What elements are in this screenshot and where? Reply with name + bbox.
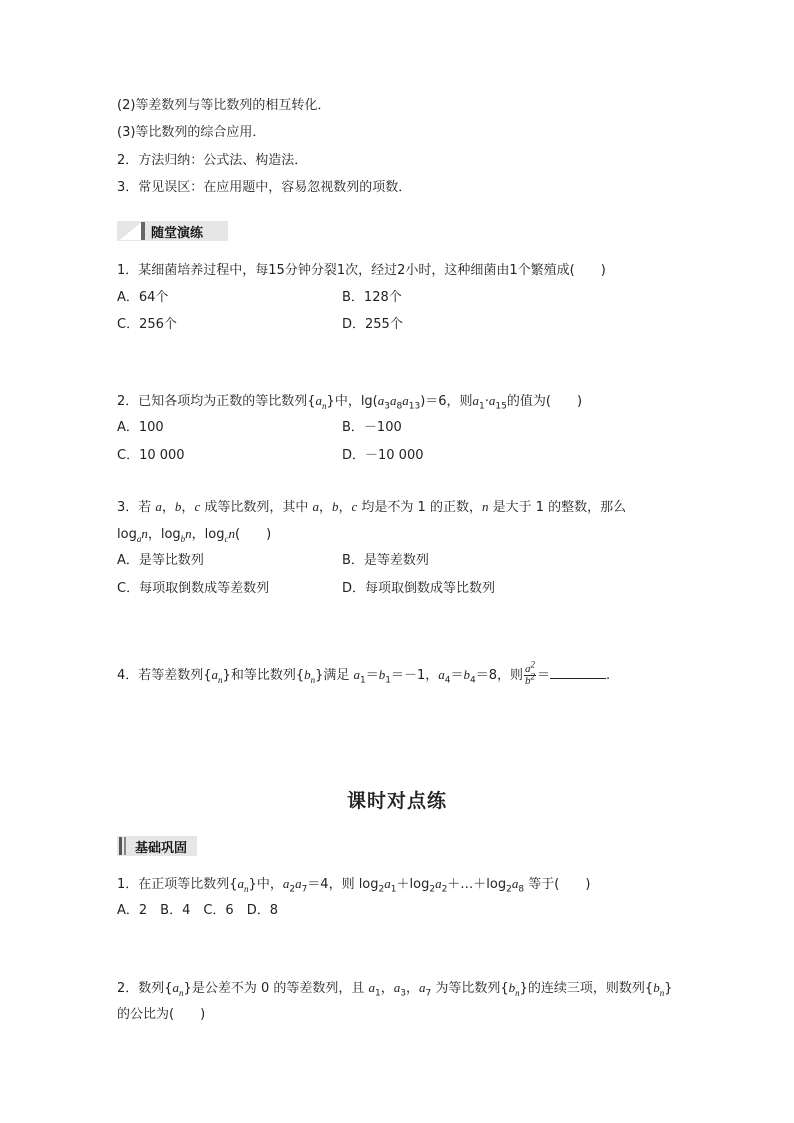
lesson-q2-stem-line2: 的公比为( ) xyxy=(117,1007,206,1022)
section-pencil-icon xyxy=(117,221,147,241)
lesson-q1-options: A．2 B．4 C．6 D．8 xyxy=(117,903,278,918)
intro-line-1: (2)等差数列与等比数列的相互转化． xyxy=(117,98,331,113)
intro-line-2: (3)等比数列的综合应用． xyxy=(117,125,266,140)
practice-q3-option-a: A．是等比数列 xyxy=(117,553,204,568)
lesson-q1-stem: 1．在正项等比数列$\{a_n\}$中，$a_2a_7=4$，则 $\log_2a_1+\log_2a_2+\dots+\log_2a_8$ 等于( ) xyxy=(117,876,591,895)
practice-q2-option-d: D．－10 000 xyxy=(342,448,424,463)
practice-q3-option-b: B．是等差数列 xyxy=(342,553,429,568)
lesson-title: 课时对点练 xyxy=(346,790,447,812)
practice-q2-option-b: B．－100 xyxy=(342,420,402,435)
practice-q3-stem-line2: $\log_an$，$\log_bn$，$\log_cn$( ) xyxy=(117,526,272,544)
practice-q1-stem: 1．某细菌培养过程中，每15分钟分裂1次，经过2小时，这种细菌由1个繁殖成( ) xyxy=(117,263,606,278)
practice-section-header xyxy=(117,221,228,241)
practice-q1-option-b: B．128个 xyxy=(342,290,402,305)
basic-section-title: 基础巩固 xyxy=(135,840,188,856)
lesson-q2-stem-line1: 2．数列$\{a_n\}$是公差不为 0 的等差数列，且 $a_1$，$a_3$，$a_7$ 为等比数列$\{b_n\}$的连续三项，则数列$\{b_n\}$ xyxy=(117,980,673,999)
practice-q2-stem: 2．已知各项均为正数的等比数列$\{a_n\}$中，$\lg(a_3a_8a_{13})=6$，则$a_1\cdot a_{15}$的值为( ) xyxy=(117,393,583,412)
section-marker-icon xyxy=(117,836,131,856)
basic-section-header xyxy=(117,836,197,856)
practice-q4-stem: 4．若等差数列$\{a_n\}$和等比数列$\{b_n\}$满足 $a_1=b_1=-1$，$a_4=b_4=8$，则 $\frac{a^2}{b^2}$ ＝ . xyxy=(117,659,611,687)
practice-q1-option-c: C．256个 xyxy=(117,317,177,332)
practice-q3-option-c: C．每项取倒数成等差数列 xyxy=(117,581,270,596)
intro-line-3: 2．方法归纳：公式法、构造法． xyxy=(117,153,308,168)
practice-q3-stem-line1: 3．若 a，b，c 成等比数列，其中 a，b，c 均是不为 1 的正数，n 是大于 1 的整数，那么 xyxy=(117,499,627,515)
practice-q1-option-a: A．64个 xyxy=(117,290,169,305)
fraction-a2-over-b2: $\frac{a^2}{b^2}$ xyxy=(525,659,536,687)
practice-q3-option-d: D．每项取倒数成等比数列 xyxy=(342,581,496,596)
practice-q2-option-a: A．100 xyxy=(117,420,164,435)
practice-q2-option-c: C．10 000 xyxy=(117,448,185,463)
answer-blank xyxy=(550,666,606,679)
intro-line-4: 3．常见误区：在应用题中，容易忽视数列的项数． xyxy=(117,180,412,195)
practice-section-title: 随堂演练 xyxy=(151,225,204,241)
practice-q1-option-d: D．255个 xyxy=(342,317,403,332)
